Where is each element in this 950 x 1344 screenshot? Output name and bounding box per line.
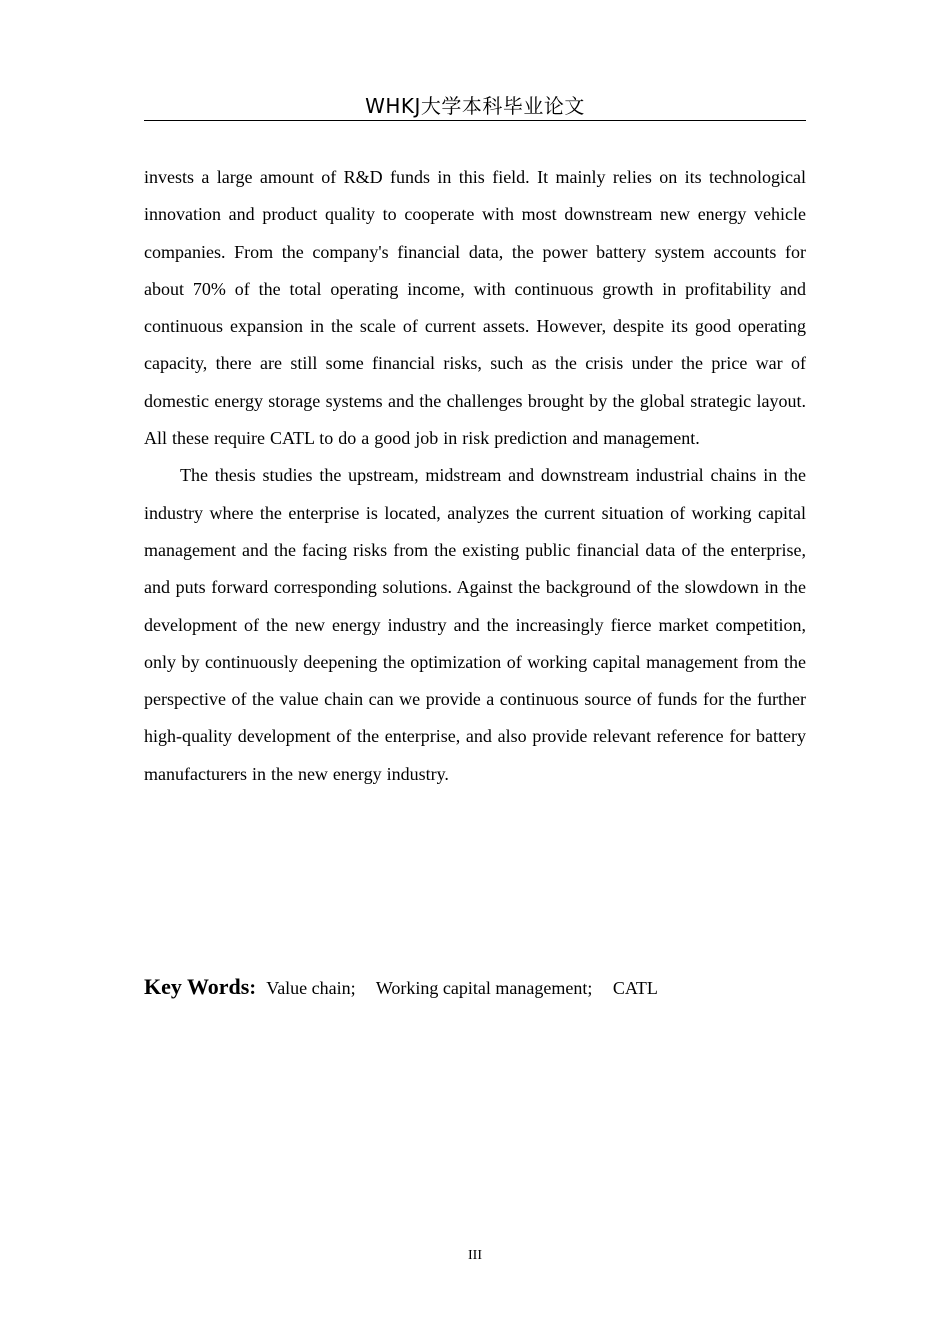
header-title: WHKJ大学本科毕业论文 bbox=[365, 94, 585, 118]
abstract-paragraph: The thesis studies the upstream, midstream and downstream industrial chains in the industry where the enterprise is located, analyzes the current situation of working capital management and the facing risks from the existing public financial data of the enterprise, and puts forward corresponding solutions. Against the background of the slowdown in the development of the new energy industry and the increasingly fierce market competition, only by continuously deepening the optimization of working capital management from the perspective of the value chain can we provide a continuous source of funds for the further high-quality development of the enterprise, and also provide relevant reference for battery manufacturers in the new energy industry. bbox=[144, 465, 806, 784]
keyword-item: Value chain; bbox=[266, 978, 356, 998]
abstract-body bbox=[144, 159, 806, 793]
keyword-item: Working capital management; bbox=[375, 978, 593, 998]
keywords-label: Key Words bbox=[144, 974, 250, 999]
abstract-paragraph-continued: invests a large amount of R&D funds in this field. It mainly relies on its technological innovation and product quality to cooperate with most downstream new energy vehicle companies. From the company's financial data, the power battery system accounts for about 70% of the total operating income, with continuous growth in profitability and continuous expansion in the scale of current assets. However, despite its good operating capacity, there are still some financial risks, such as the crisis under the price war of domestic energy storage systems and the challenges brought by the global strategic layout. All these require CATL to do a good job in risk prediction and management. bbox=[144, 167, 806, 449]
keywords-colon: : bbox=[249, 977, 256, 999]
page-number: III bbox=[468, 1248, 482, 1263]
keywords-line bbox=[144, 970, 806, 1005]
page-header bbox=[144, 92, 806, 121]
keyword-item: CATL bbox=[612, 978, 658, 998]
